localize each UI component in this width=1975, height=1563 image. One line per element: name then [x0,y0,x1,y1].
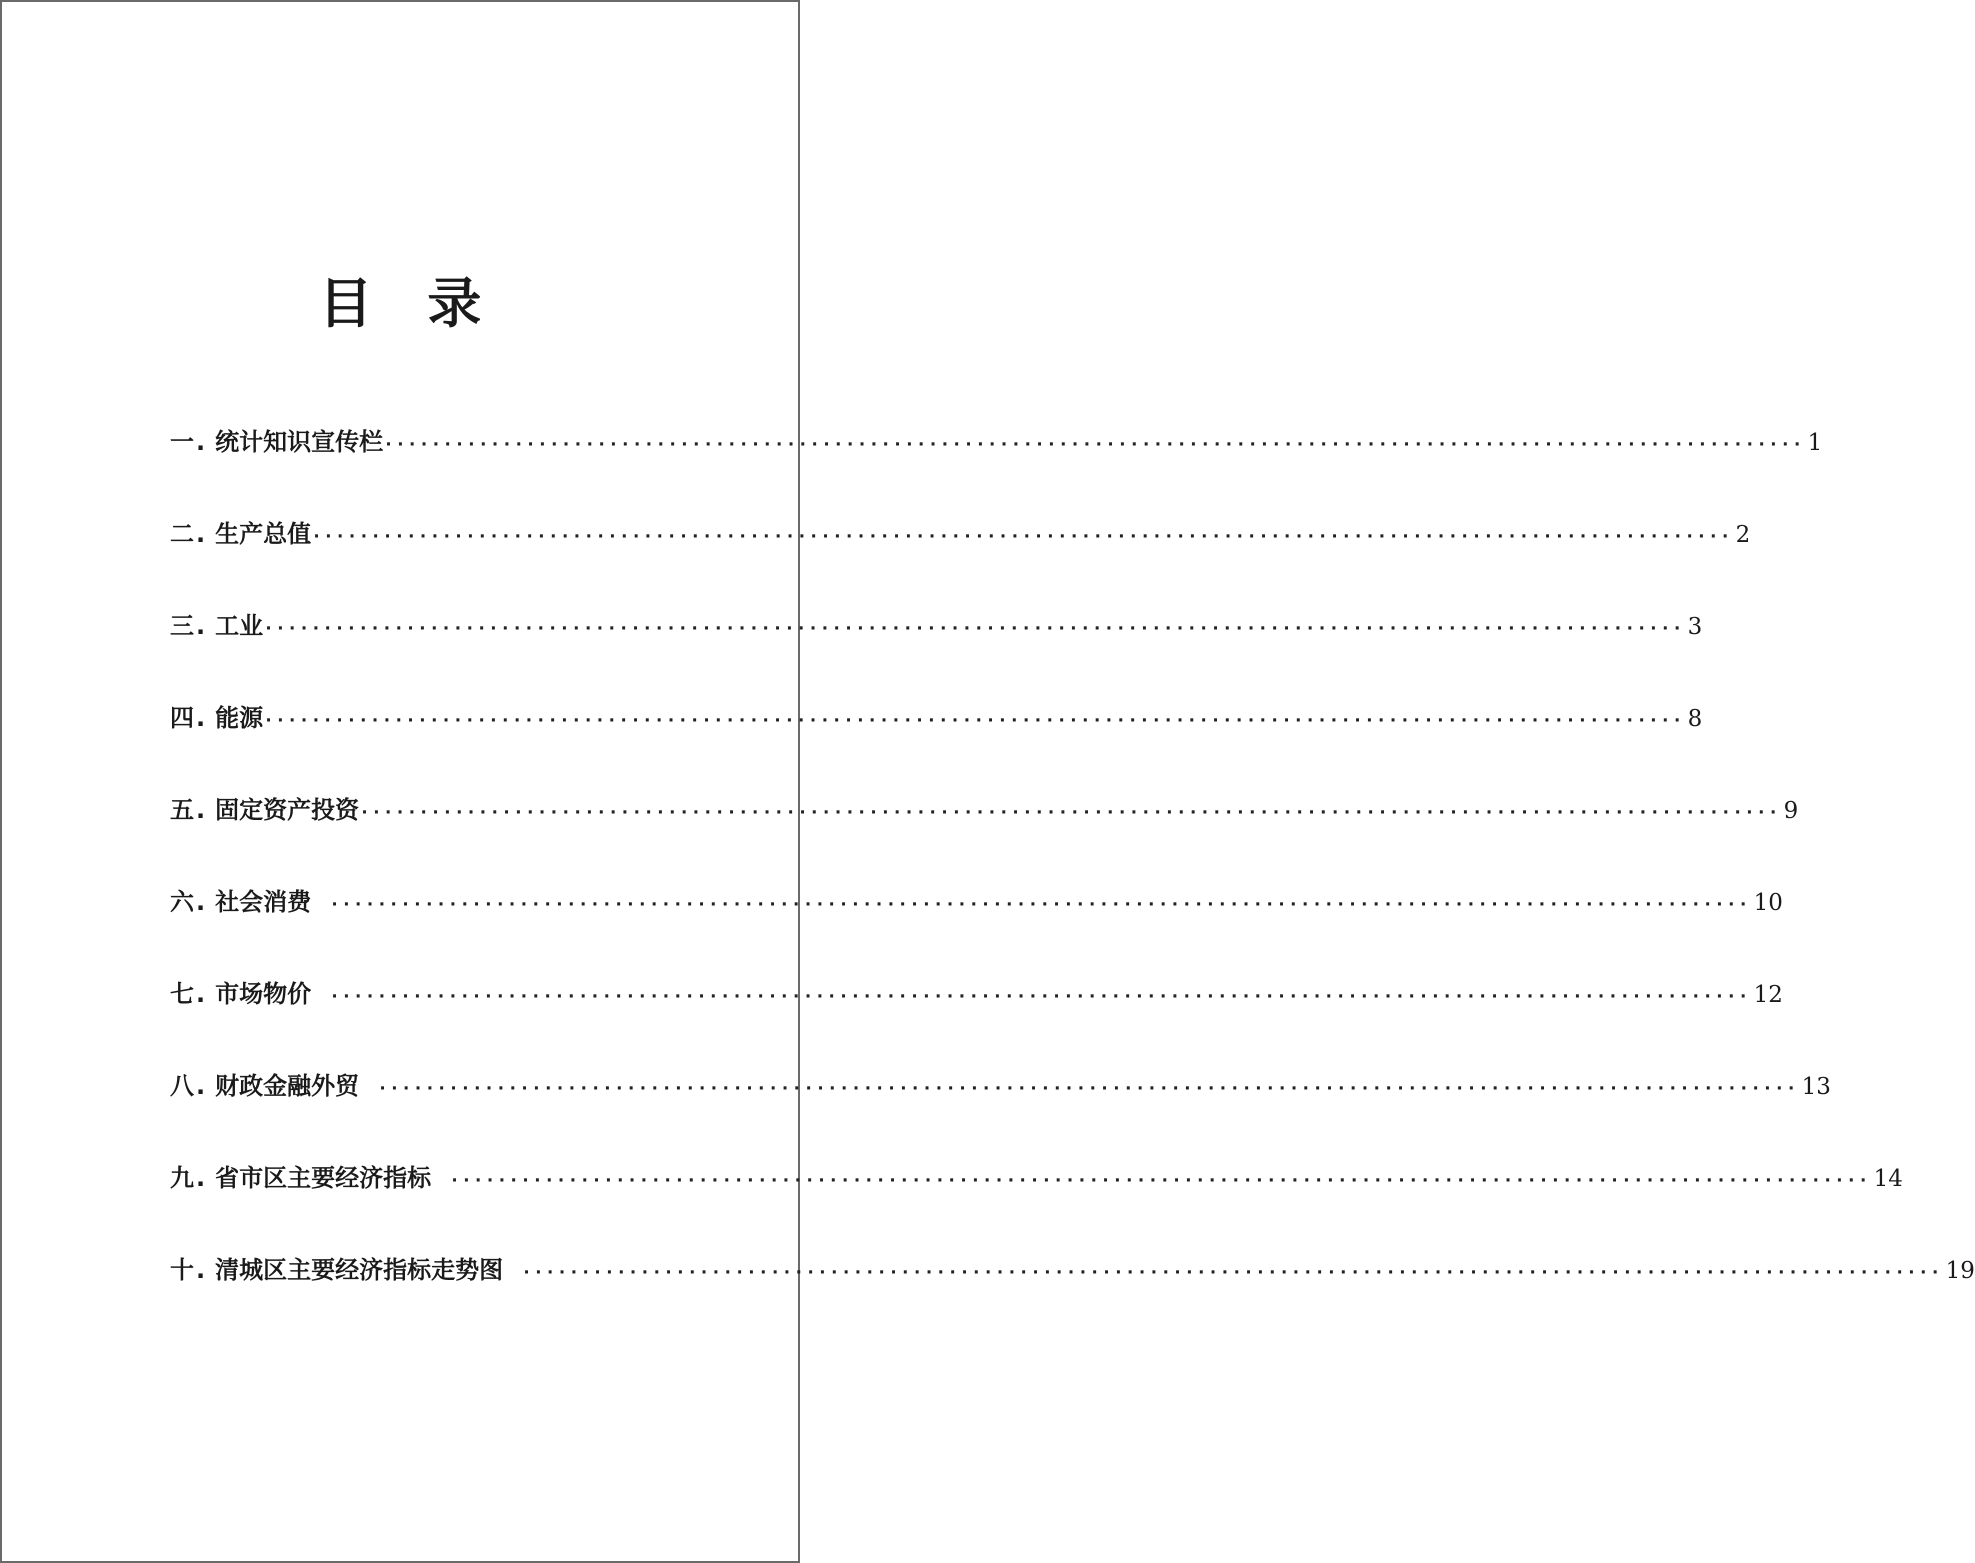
toc-number: 九 [170,1164,194,1192]
toc-entry-9 [170,1158,1903,1250]
toc-page-number: 8 [1687,706,1703,732]
toc-title: 市场物价 [215,980,312,1008]
toc-number: 八 [170,1072,194,1100]
toc-separator: . [196,612,206,640]
toc-separator: . [196,796,206,824]
toc-entry-2 [170,514,1751,606]
toc-title: 清城区主要经济指标走势图 [215,1256,504,1284]
toc-page-number: 19 [1945,1258,1975,1284]
toc-entry-5 [170,790,1799,882]
toc-page-number: 2 [1735,522,1751,548]
toc-entry-6 [170,882,1783,974]
toc-page-number: 9 [1783,798,1799,824]
toc-leader-dots: ························································································································ [263,618,1684,639]
toc-number: 二 [170,520,194,548]
toc-number: 十 [170,1256,194,1284]
toc-title: 统计知识宣传栏 [215,428,384,456]
toc-page-number: 13 [1801,1074,1831,1100]
toc-number: 四 [170,704,194,732]
toc-number: 一 [170,428,194,456]
toc-number: 五 [170,796,194,824]
toc-title: 社会消费 [215,888,312,916]
toc-leader-dots: ························································································································ [329,986,1750,1007]
toc-leader-dots: ························································································································ [449,1170,1870,1191]
toc-page-number: 12 [1753,982,1783,1008]
toc-leader-dots: ························································································································ [359,802,1780,823]
table-of-contents [170,422,1975,1342]
toc-entry-4 [170,698,1703,790]
toc-separator: . [196,980,206,1008]
toc-page-number: 3 [1687,614,1703,640]
toc-title: 工业 [215,612,264,640]
toc-entry-7 [170,974,1783,1066]
page-title: 目 录 [318,272,500,335]
toc-entry-1 [170,422,1823,514]
toc-separator: . [196,1256,206,1284]
toc-separator: . [196,888,206,916]
toc-separator: . [196,1072,206,1100]
toc-leader-dots: ························································································································ [377,1078,1798,1099]
toc-leader-dots: ························································································································ [329,894,1750,915]
toc-leader-dots: ························································································································ [383,434,1804,455]
toc-separator: . [196,428,206,456]
toc-number: 三 [170,612,194,640]
toc-leader-dots: ························································································································ [521,1262,1942,1283]
toc-title: 省市区主要经济指标 [215,1164,432,1192]
toc-title: 生产总值 [215,520,312,548]
toc-separator: . [196,1164,206,1192]
toc-page-number: 1 [1807,430,1823,456]
toc-entry-10 [170,1250,1975,1342]
toc-number: 七 [170,980,194,1008]
toc-separator: . [196,520,206,548]
toc-page-number: 10 [1753,890,1783,916]
toc-title: 固定资产投资 [215,796,360,824]
toc-entry-3 [170,606,1703,698]
toc-number: 六 [170,888,194,916]
toc-page-number: 14 [1873,1166,1903,1192]
toc-separator: . [196,704,206,732]
toc-entry-8 [170,1066,1831,1158]
toc-title: 财政金融外贸 [215,1072,360,1100]
toc-leader-dots: ························································································································ [263,710,1684,731]
toc-title: 能源 [215,704,264,732]
toc-leader-dots: ························································································································ [311,526,1732,547]
